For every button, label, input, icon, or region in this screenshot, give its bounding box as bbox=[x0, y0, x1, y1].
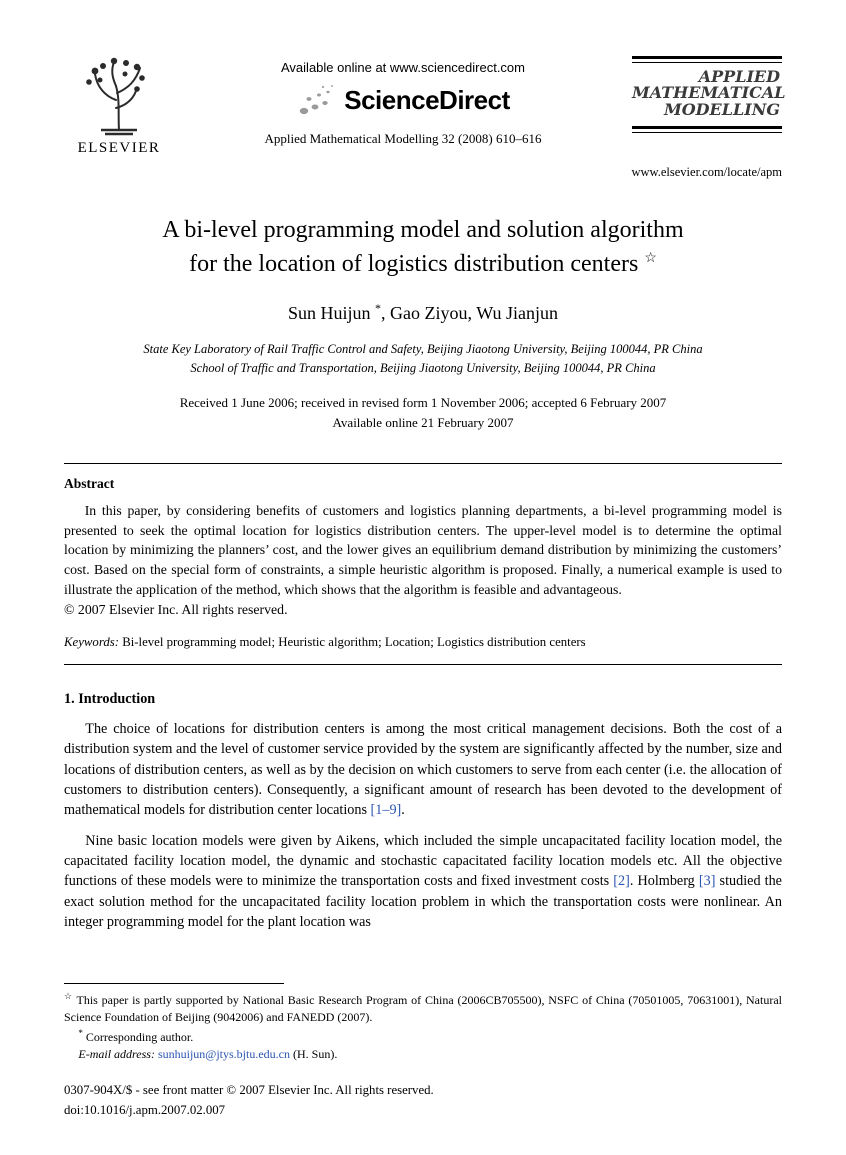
journal-logo-top-rule bbox=[632, 56, 782, 63]
corresponding-footnote-text: Corresponding author. bbox=[82, 1029, 194, 1044]
email-label: E-mail address: bbox=[78, 1046, 155, 1061]
abstract-text: In this paper, by considering benefits of customers and logistics planning departments, a bi-level programming model is presented to seek the optimal location for logistics distribution centers. The upper-level model is to determine the optimal location by minimizing the planners’ cost, and the lower gives an equilibrium demand distribution by minimizing the customers’ cost. Based on the special form of constraints, a simple heuristic algorithm is proposed. Finally, a numerical example is used to illustrate the application of the method, which shows that the algorithm is feasible and advantageous. bbox=[64, 502, 782, 597]
article-title bbox=[64, 214, 782, 281]
corresponding-author-footnote bbox=[64, 1027, 782, 1046]
journal-citation: Applied Mathematical Modelling 32 (2008) 610–616 bbox=[264, 131, 542, 146]
journal-logo bbox=[632, 56, 786, 133]
header-center bbox=[174, 56, 632, 147]
keywords-text: Bi-level programming model; Heuristic algorithm; Location; Logistics distribution centers bbox=[122, 635, 586, 650]
elsevier-tree-icon bbox=[75, 56, 163, 138]
abstract-copyright: © 2007 Elsevier Inc. All rights reserved. bbox=[64, 601, 288, 617]
available-online-date: Available online 21 February 2007 bbox=[332, 414, 514, 430]
elsevier-logo bbox=[64, 56, 174, 157]
citation-link-3[interactable]: [3] bbox=[698, 873, 716, 890]
support-footnote-star-icon: ☆ bbox=[64, 990, 73, 1001]
elsevier-wordmark: ELSEVIER bbox=[77, 140, 161, 156]
imprint-block bbox=[64, 1081, 782, 1121]
doi-line: doi:10.1016/j.apm.2007.02.007 bbox=[64, 1103, 226, 1118]
journal-logo-text bbox=[632, 63, 786, 126]
support-footnote bbox=[64, 990, 782, 1027]
corresponding-footnote-mark: * bbox=[78, 1027, 83, 1038]
elsevier-locate-url: www.elsevier.com/locate/apm bbox=[631, 165, 782, 179]
article-title-line2: for the location of logistics distribution centers bbox=[189, 250, 639, 277]
keywords-label: Keywords: bbox=[64, 635, 119, 650]
email-suffix: (H. Sun). bbox=[289, 1046, 338, 1061]
email-footnote bbox=[64, 1046, 782, 1063]
page-header bbox=[64, 56, 786, 157]
article-history bbox=[64, 393, 782, 433]
footnote-separator-rule bbox=[64, 983, 284, 984]
journal-logo-line1: APPLIED bbox=[698, 67, 780, 86]
author-first: Sun Huijun bbox=[288, 303, 371, 324]
received-dates: Received 1 June 2006; received in revised form 1 November 2006; accepted 6 February 2007 bbox=[179, 394, 667, 410]
sciencedirect-logo bbox=[174, 83, 632, 117]
email-link[interactable]: sunhuijun@jtys.bjtu.edu.cn bbox=[157, 1046, 290, 1061]
author-rest: , Gao Ziyou, Wu Jianjun bbox=[381, 303, 558, 324]
intro-para1-text-end: . bbox=[401, 801, 405, 818]
intro-para2-text2: . Holmberg bbox=[629, 873, 699, 890]
available-online-text: Available online at www.sciencedirect.com bbox=[281, 60, 525, 75]
keywords-line bbox=[64, 635, 782, 650]
section-heading-introduction: 1. Introduction bbox=[64, 691, 156, 708]
author-list bbox=[64, 301, 782, 324]
article-title-line1: A bi-level programming model and solution algorithm bbox=[162, 217, 684, 243]
sciencedirect-wordmark: ScienceDirect bbox=[344, 84, 510, 115]
intro-para2-text3: studied the exact solution method for the uncapacitated facility location problem in which the transportation costs were nonlinear. An integer programming model for the plant location was bbox=[64, 873, 782, 930]
sciencedirect-dots-icon bbox=[296, 83, 340, 117]
intro-para2-text1: Nine basic location models were given by Aikens, which included the simple uncapacitated facility location model, the capacitated facility location model, the dynamic and stochastic capacitated facility location models etc. All the objective functions of these models were to minimize the transportation costs and fixed investment costs bbox=[64, 833, 782, 890]
journal-logo-bottom-rule bbox=[632, 126, 782, 133]
citation-link-2[interactable]: [2] bbox=[613, 873, 630, 890]
citation-link-1-9[interactable]: [1–9] bbox=[370, 801, 402, 818]
issn-copyright-line: 0307-904X/$ - see front matter © 2007 Elsevier Inc. All rights reserved. bbox=[64, 1083, 434, 1098]
affiliations bbox=[64, 340, 782, 378]
keywords-bottom-rule bbox=[64, 664, 782, 665]
intro-paragraph-2 bbox=[64, 831, 782, 932]
support-footnote-text: This paper is partly supported by National Basic Research Program of China (2006CB705500), NSFC of China (70501005, 70631001), Natural Science Foundation of Beijing (9042006) and FANEDD (2007). bbox=[64, 992, 782, 1025]
corresponding-author-mark: * bbox=[375, 301, 382, 316]
title-footnote-star-icon: ☆ bbox=[644, 250, 657, 266]
journal-logo-line3: MODELLING bbox=[664, 99, 780, 119]
affiliation-line2: School of Traffic and Transportation, Beijing Jiaotong University, Beijing 100044, PR China bbox=[190, 360, 656, 375]
footnote-area bbox=[64, 983, 782, 1121]
journal-logo-line2: MATHEMATICAL bbox=[632, 83, 786, 103]
intro-para1-text: The choice of locations for distribution centers is among the most critical management decisions. Both the cost of a distribution system and the level of customer service provided by the system are significantly affected by the number, size and locations of distribution centers, as well as by the decision on which customers to serve from each center (i.e. the allocation of customers to distribution centers). Consequently, a significant amount of research has been devoted to the development of mathematical models for distribution center locations bbox=[64, 721, 782, 818]
intro-paragraph-1 bbox=[64, 719, 782, 820]
affiliation-line1: State Key Laboratory of Rail Traffic Control and Safety, Beijing Jiaotong University, Beijing 100044, PR China bbox=[143, 342, 703, 357]
abstract-top-rule bbox=[64, 463, 782, 464]
abstract-heading: Abstract bbox=[64, 475, 115, 491]
